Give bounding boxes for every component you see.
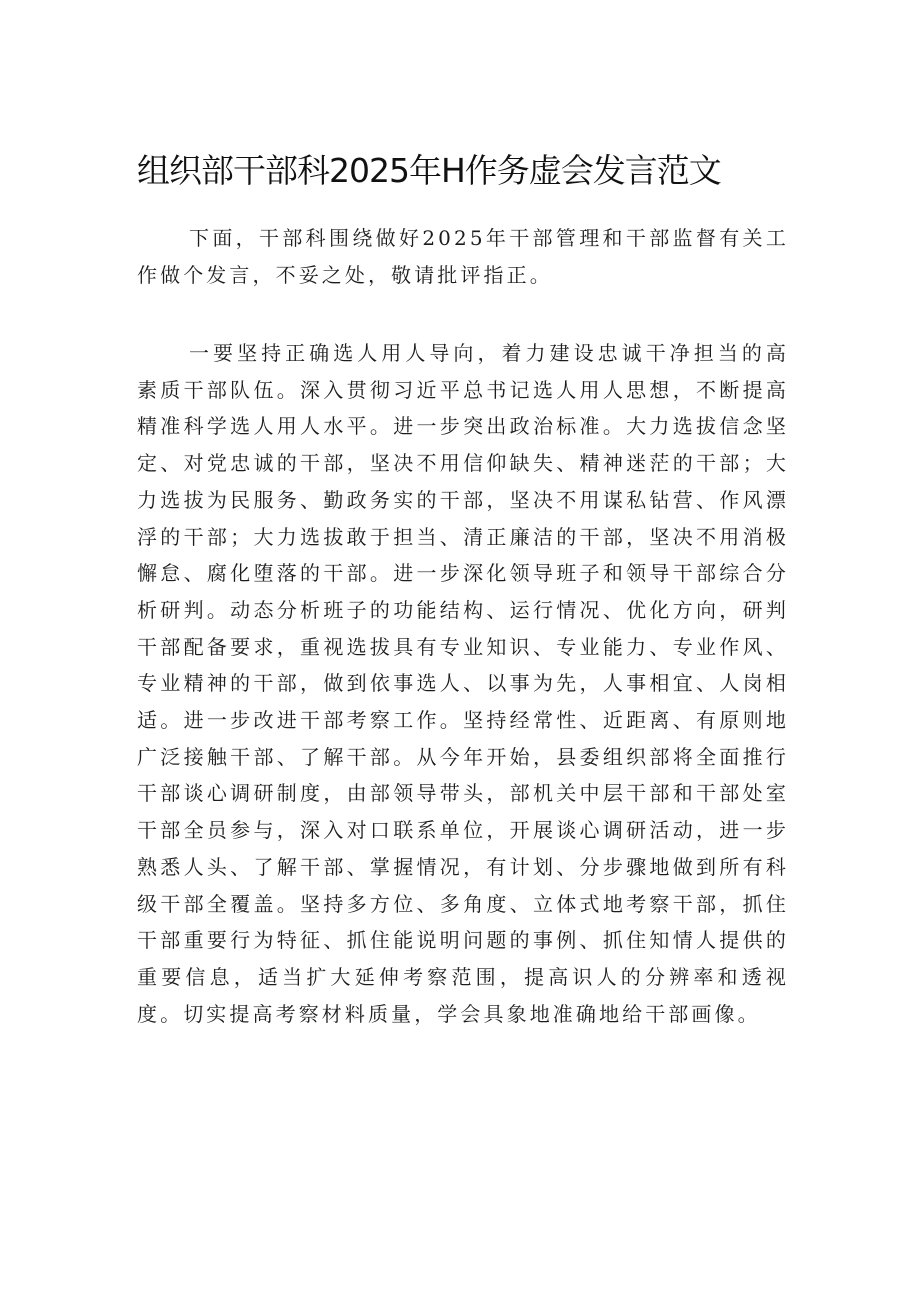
document-title: 组织部干部科2025年H作务虚会发言范文 xyxy=(137,151,721,190)
intro-paragraph: 下面，干部科围绕做好2025年干部管理和干部监督有关工作做个发言，不妥之处，敬请批评指正。 xyxy=(137,226,789,287)
body-paragraph: 一要坚持正确选人用人导向，着力建设忠诚干净担当的高素质干部队伍。深入贯彻习近平总书记选人用人思想，不断提高精准科学选人用人水平。进一步突出政治标准。大力选拔信念坚定、对党忠诚的干部，坚决不用信仰缺失、精神迷茫的干部；大力选拔为民服务、勤政务实的干部，坚决不用谋私钻营、作风漂浮的干部；大力选拔敢于担当、清正廉洁的干部，坚决不用消极懈怠、腐化堕落的干部。进一步深化领导班子和领导干部综合分析研判。动态分析班子的功能结构、运行情况、优化方向，研判干部配备要求，重视选拔具有专业知识、专业能力、专业作风、专业精神的干部，做到依事选人、以事为先，人事相宜、人岗相适。进一步改进干部考察工作。坚持经常性、近距离、有原则地广泛接触干部、了解干部。从今年开始，县委组织部将全面推行干部谈心调研制度，由部领导带头，部机关中层干部和干部处室干部全员参与，深入对口联系单位，开展谈心调研活动，进一步熟悉人头、了解干部、掌握情况，有计划、分步骤地做到所有科级干部全覆盖。坚持多方位、多角度、立体式地考察干部，抓住干部重要行为特征、抓住能说明问题的事例、抓住知情人提供的重要信息，适当扩大延伸考察范围，提高识人的分辨率和透视度。切实提高考察材料质量，学会具象地准确地给干部画像。 xyxy=(137,341,789,1026)
